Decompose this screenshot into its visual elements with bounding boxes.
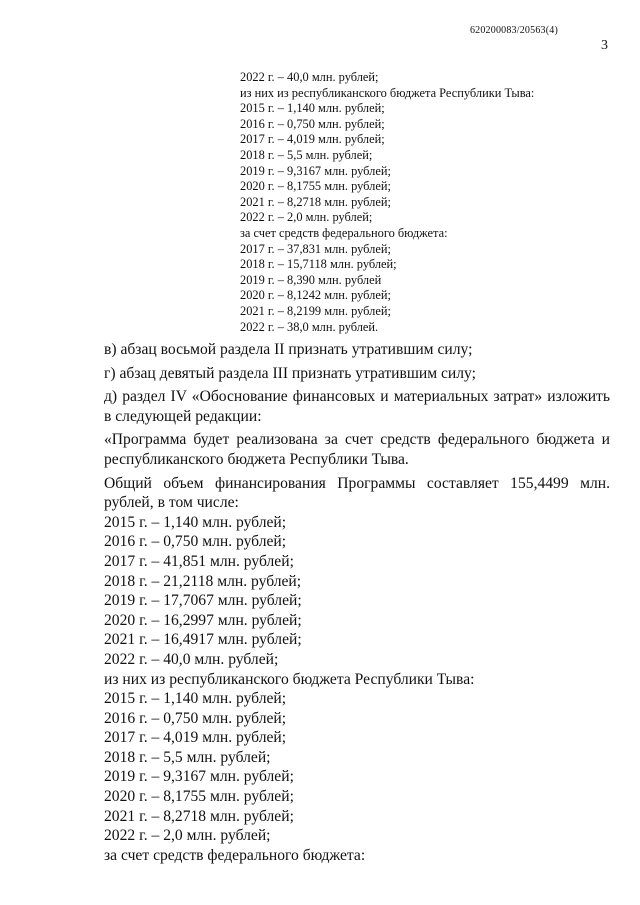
inset-line: 2018 г. – 5,5 млн. рублей;	[240, 147, 373, 162]
total-line: 2016 г. – 0,750 млн. рублей;	[104, 533, 287, 551]
inset-line: 2020 г. – 8,1242 млн. рублей;	[240, 288, 391, 303]
inset-line: из них из республиканского бюджета Республики Тыва:	[240, 85, 535, 100]
total-line: 2015 г. – 1,140 млн. рублей;	[104, 513, 287, 531]
inset-line: за счет средств федерального бюджета:	[240, 225, 448, 240]
inset-line: 2020 г. – 8,1755 млн. рублей;	[240, 179, 391, 194]
page-number: 3	[601, 38, 608, 53]
item-v: в) абзац восьмой раздела II признать утратившим силу;	[104, 341, 473, 358]
republic-line: 2019 г. – 9,3167 млн. рублей;	[104, 768, 294, 786]
item-g: г) абзац девятый раздела III признать утратившим силу;	[104, 364, 476, 382]
document-id: 620200083/20563(4)	[469, 25, 558, 36]
total-line: 2017 г. – 41,851 млн. рублей;	[104, 552, 294, 570]
inset-line: 2015 г. – 1,140 млн. рублей;	[240, 101, 385, 116]
inset-line: 2021 г. – 8,2718 млн. рублей;	[240, 194, 391, 209]
inset-line: 2018 г. – 15,7118 млн. рублей;	[240, 257, 397, 272]
inset-line: 2019 г. – 8,390 млн. рублей	[240, 272, 382, 287]
republic-heading: из них из республиканского бюджета Республики Тыва:	[104, 670, 475, 688]
federal-heading: за счет средств федерального бюджета:	[104, 846, 366, 864]
inset-line: 2017 г. – 4,019 млн. рублей;	[240, 132, 385, 147]
inset-line: 2022 г. – 2,0 млн. рублей;	[240, 210, 373, 225]
inset-line: 2022 г. – 38,0 млн. рублей.	[240, 319, 379, 334]
republic-line: 2016 г. – 0,750 млн. рублей;	[104, 709, 287, 727]
item-d	[77, 387, 610, 426]
program-paragraph	[77, 430, 610, 469]
inset-line: 2022 г. – 40,0 млн. рублей;	[240, 70, 379, 84]
inset-line: 2019 г. – 9,3167 млн. рублей;	[240, 163, 391, 178]
total-line: 2022 г. – 40,0 млн. рублей;	[104, 650, 279, 668]
program-sentence: «Программа будет реализована за счет средств федерального бюджета и республиканского бюджета Республики Тыва.	[104, 431, 610, 468]
inset-line: 2021 г. – 8,2199 млн. рублей;	[240, 303, 391, 318]
document-body	[104, 340, 610, 865]
total-line: 2019 г. – 17,7067 млн. рублей;	[104, 592, 302, 610]
republic-line: 2021 г. – 8,2718 млн. рублей;	[104, 807, 294, 825]
quoted-financing-block	[240, 70, 600, 335]
item-d-text: д) раздел IV «Обоснование финансовых и материальных затрат» изложить в следующей редакции:	[104, 388, 610, 425]
republic-line: 2017 г. – 4,019 млн. рублей;	[104, 729, 287, 747]
inset-line: 2016 г. – 0,750 млн. рублей;	[240, 116, 385, 131]
republic-line: 2022 г. – 2,0 млн. рублей;	[104, 827, 271, 845]
total-line: 2020 г. – 16,2997 млн. рублей;	[104, 611, 302, 629]
republic-line: 2015 г. – 1,140 млн. рублей;	[104, 690, 287, 708]
total-line: 2018 г. – 21,2118 млн. рублей;	[104, 572, 302, 590]
total-paragraph	[77, 474, 610, 513]
total-sentence: Общий объем финансирования Программы составляет 155,4499 млн. рублей, в том числе:	[104, 474, 610, 512]
republic-line: 2018 г. – 5,5 млн. рублей;	[104, 748, 271, 766]
republic-line: 2020 г. – 8,1755 млн. рублей;	[104, 788, 294, 806]
inset-line: 2017 г. – 37,831 млн. рублей;	[240, 241, 391, 256]
total-line: 2021 г. – 16,4917 млн. рублей;	[104, 631, 302, 649]
